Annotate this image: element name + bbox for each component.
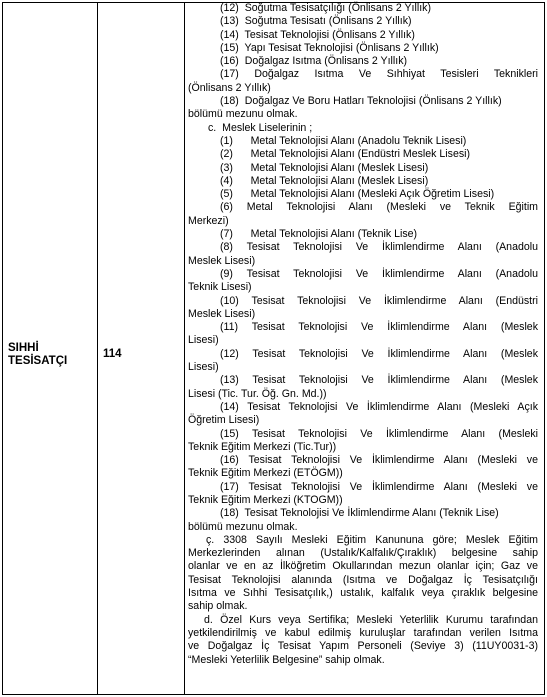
requirement-line: (1) Metal Teknolojisi Alanı (Anadolu Teknik Lisesi) [220,134,467,147]
requirement-line: c. Meslek Liselerinin ; [208,121,313,134]
requirement-line: Teknik Eğitim Merkezi (Tic.Tur)) [188,440,337,453]
requirement-line: Meslek Lisesi) [188,254,256,267]
occupation-title [8,342,96,368]
requirement-line: (12) Soğutma Tesisatçılığı (Önlisans 2 Yıllık) [220,2,431,14]
occupation-title-line2: TESİSATÇI [8,355,68,367]
requirement-line: (10) Tesisat Teknolojisi Ve İklimlendirme Alanı (Endüstri [220,294,538,307]
requirement-line: ç. 3308 Sayılı Mesleki Eğitim Kanununa göre; Meslek Eğitim [206,533,538,546]
requirement-line: Meslek Lisesi) [188,307,256,320]
requirement-line: “Mesleki Yeterlilik Belgesine” sahip olmak. [188,653,385,666]
requirement-line: (12) Tesisat Teknolojisi Ve İklimlendirme Alanı (Meslek [220,347,538,360]
requirement-line: (16) Tesisat Teknolojisi Ve İklimlendirme Alanı (Mesleki ve [220,454,538,467]
requirement-line: Lisesi (Tic. Tur. Öğ. Gn. Md.)) [188,387,327,400]
requirement-line: Merkezlerinden alınan (Ustalık/Kalfalık/Çıraklık) belgesine sahip [188,547,538,560]
requirement-line: (7) Metal Teknolojisi Alanı (Teknik Lise) [220,228,418,241]
requirement-line: (8) Tesisat Teknolojisi Ve İklimlendirme Alanı (Anadolu [220,241,538,254]
requirement-line: (15) Tesisat Teknolojisi Ve İklimlendirme Alanı (Mesleki [220,427,538,440]
requirement-line: (6) Metal Teknolojisi Alanı (Mesleki ve Teknik Eğitim [220,201,538,214]
requirement-line: (11) Tesisat Teknolojisi Ve İklimlendirme Alanı (Meslek [220,321,538,334]
occupation-title-line1: SIHHİ [8,342,39,354]
requirement-line: ve Doğalgaz İç Tesisat Yapım Personeli (Seviye 3) (11UY0031-3) [188,640,538,653]
requirement-line: olanlar ve en az İlköğretim Okullarından mezun olanlar için; Gaz ve [188,560,538,573]
requirement-line: (15) Yapı Tesisat Teknolojisi (Önlisans 2 Yıllık) [220,41,439,54]
code-column [98,3,185,694]
requirement-line: sahip olmak. [188,600,248,613]
requirement-line: (14) Tesisat Teknolojisi Ve İklimlendirme Alanı (Mesleki Açık [220,400,538,413]
requirement-line: Öğretim Lisesi) [188,414,260,427]
requirement-line: bölümü mezunu olmak. [188,108,298,121]
requirement-line: (13) Tesisat Teknolojisi Ve İklimlendirme Alanı (Meslek [220,374,538,387]
requirement-line: d. Özel Kurs veya Sertifika; Mesleki Yeterlilik Kurumu tarafından [204,613,538,626]
requirement-line: Teknik Eğitim Merkezi (ETÖGM)) [188,467,343,480]
requirement-line: (2) Metal Teknolojisi Alanı (Endüstri Meslek Lisesi) [220,148,471,161]
requirement-line: (9) Tesisat Teknolojisi Ve İklimlendirme Alanı (Anadolu [220,267,538,280]
occupation-column [3,3,98,694]
requirement-line: (Önlisans 2 Yıllık) [188,81,271,94]
requirement-line: Merkezi) [188,214,229,227]
requirement-line: Lisesi) [188,334,219,347]
qualification-table [2,2,545,695]
requirement-line: yetkilendirilmiş ve kabul edilmiş kuruluşlar tarafından verilen Isıtma [188,626,538,639]
requirement-line: Teknik Lisesi) [188,281,252,294]
requirement-line: Teknik Eğitim Merkezi (KTOGM)) [188,493,343,506]
requirement-line: (16) Doğalgaz Isıtma (Önlisans 2 Yıllık) [220,55,408,68]
requirement-line: (17) Tesisat Teknolojisi Ve İklimlendirme Alanı (Mesleki ve [220,480,538,493]
requirement-line: (18) Doğalgaz Ve Boru Hatları Teknolojisi (Önlisans 2 Yıllık) [220,95,502,108]
requirement-line: (14) Tesisat Teknolojisi (Önlisans 2 Yıllık) [220,28,415,41]
requirement-line: (17) Doğalgaz Isıtma Ve Sıhhiyat Tesisleri Teknikleri [220,68,538,81]
requirement-line: (3) Metal Teknolojisi Alanı (Meslek Lisesi) [220,161,429,174]
requirement-line: (5) Metal Teknolojisi Alanı (Mesleki Açık Öğretim Lisesi) [220,188,495,201]
requirement-line: (13) Soğutma Tesisatı (Önlisans 2 Yıllık) [220,15,412,28]
requirement-line: Isıtma ve Sıhhi Tesisatçılık,) ustalık, kalfalık veya çıraklık belgesine [188,587,538,600]
requirement-line: Lisesi) [188,361,219,374]
requirement-line: (4) Metal Teknolojisi Alanı (Meslek Lisesi) [220,174,429,187]
requirement-line: Tesisat Teknolojisi alanında (Isıtma ve Doğalgaz İç Tesisatçılığı [188,573,538,586]
requirements-column [185,3,544,694]
requirements-text [188,2,538,667]
requirement-line: bölümü mezunu olmak. [188,520,298,533]
requirement-line: (18) Tesisat Teknolojisi Ve İklimlendirme Alanı (Teknik Lise) [220,507,499,520]
occupation-code: 114 [103,348,122,360]
